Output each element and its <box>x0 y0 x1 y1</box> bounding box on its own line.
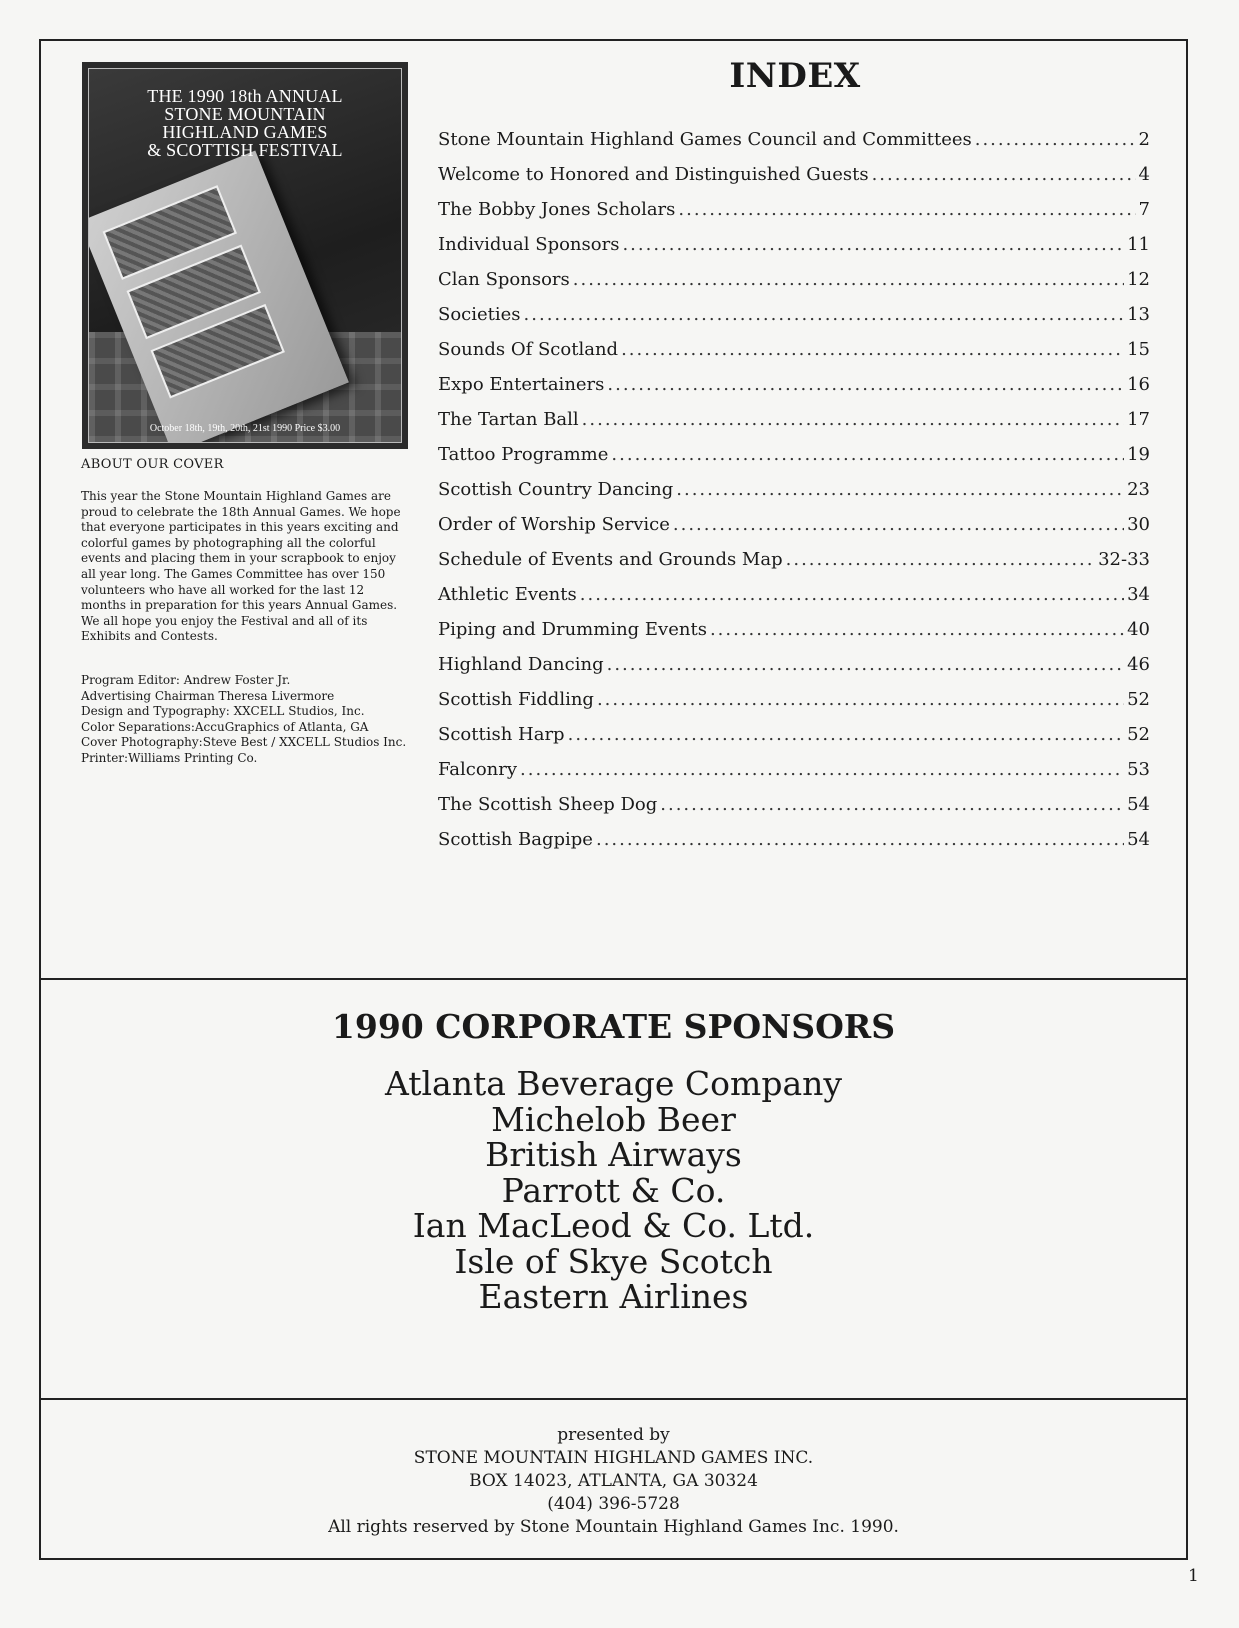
index-entry <box>438 647 1150 682</box>
dot-leader <box>573 262 1124 297</box>
about-line: This year the Stone Mountain Highland Games are <box>81 489 391 503</box>
index-entry-page: 34 <box>1127 584 1150 605</box>
index-entry-page: 15 <box>1127 339 1150 360</box>
credit-line: Design and Typography: XXCELL Studios, Inc. <box>81 704 365 719</box>
index-entry-title: The Scottish Sheep Dog <box>438 794 658 815</box>
index-entry-page: 52 <box>1127 689 1150 710</box>
index-entry <box>438 332 1150 367</box>
sponsor-name: Isle of Skye Scotch <box>454 1241 773 1281</box>
presented-by: presented by <box>557 1425 670 1445</box>
dot-leader <box>611 437 1124 472</box>
index-entry-page: 52 <box>1127 724 1150 745</box>
credit-line: Printer:Williams Printing Co. <box>81 750 258 765</box>
about-line: Exhibits and Contests. <box>81 629 218 644</box>
about-line: months in preparation for this years Annual Games. <box>81 598 398 613</box>
divider-bottom <box>39 1398 1188 1400</box>
credits <box>81 673 411 767</box>
dot-leader <box>597 682 1124 717</box>
dot-leader <box>622 227 1124 262</box>
index-entry-title: Individual Sponsors <box>438 234 620 255</box>
dot-leader <box>786 542 1095 577</box>
index-entry <box>438 787 1150 822</box>
index-entry <box>438 507 1150 542</box>
dot-leader <box>673 507 1124 542</box>
index-entry-page: 13 <box>1127 304 1150 325</box>
index-entry <box>438 437 1150 472</box>
about-line: all year long. The Games Committee has over 150 <box>81 566 386 581</box>
cover-caption: October 18th, 19th, 20th, 21st 1990 Price $3.00 <box>149 423 341 434</box>
index-list <box>438 122 1150 857</box>
dot-leader <box>621 332 1124 367</box>
index-entry-page: 12 <box>1127 269 1150 290</box>
index-entry-title: Athletic Events <box>438 584 577 605</box>
about-line: proud to celebrate the 18th Annual Games. We hope <box>81 504 401 519</box>
index-entry-title: Scottish Country Dancing <box>438 479 674 500</box>
page-number: 1 <box>1188 1566 1199 1586</box>
index-entry <box>438 717 1150 752</box>
index-entry-page: 54 <box>1127 794 1150 815</box>
about-line: colorful games by photographing all the colorful <box>81 535 376 550</box>
dot-leader <box>872 157 1136 192</box>
sponsor-name: Eastern Airlines <box>478 1277 749 1316</box>
dot-leader <box>580 577 1124 612</box>
cover-title: THE 1990 18th ANNUAL STONE MOUNTAIN HIGHLAND GAMES & SCOTTISH FESTIVAL <box>147 86 343 160</box>
sponsors-title: 1990 CORPORATE SPONSORS <box>331 1007 896 1046</box>
sponsor-name: Parrott & Co. <box>501 1170 726 1210</box>
index-entry-page: 16 <box>1127 374 1150 395</box>
index-entry-page: 54 <box>1127 829 1150 850</box>
index-entry <box>438 402 1150 437</box>
rights-notice: All rights reserved by Stone Mountain Highland Games Inc. 1990. <box>328 1517 899 1537</box>
about-line: events and placing them in your scrapbook to enjoy <box>81 551 396 566</box>
index-entry-page: 11 <box>1127 234 1150 255</box>
index-entry <box>438 367 1150 402</box>
dot-leader <box>975 122 1136 157</box>
about-line: We all hope you enjoy the Festival and all of its <box>81 613 368 628</box>
sponsor-name: British Airways <box>485 1135 742 1174</box>
index-entry-page: 40 <box>1127 619 1150 640</box>
index-entry-title: Welcome to Honored and Distinguished Guests <box>438 164 869 185</box>
index-entry <box>438 192 1150 227</box>
dot-leader <box>524 297 1125 332</box>
dot-leader <box>710 612 1124 647</box>
index-entry-page: 32-33 <box>1098 549 1150 570</box>
divider-top <box>39 978 1188 980</box>
index-entry <box>438 822 1150 857</box>
index-entry-title: Expo Entertainers <box>438 374 605 395</box>
credit-line: Cover Photography:Steve Best / XXCELL Studios Inc. <box>81 735 407 750</box>
dot-leader <box>676 472 1124 507</box>
index-entry-title: Schedule of Events and Grounds Map <box>438 549 783 570</box>
index-entry <box>438 577 1150 612</box>
index-entry <box>438 752 1150 787</box>
index-entry-title: Order of Worship Service <box>438 514 670 535</box>
index-entry-title: The Bobby Jones Scholars <box>438 199 676 220</box>
credit-line: Advertising Chairman Theresa Livermore <box>81 688 335 703</box>
org-address: BOX 14023, ATLANTA, GA 30324 <box>469 1471 758 1491</box>
index-entry <box>438 472 1150 507</box>
dot-leader <box>678 192 1135 227</box>
index-entry-page: 4 <box>1138 164 1150 185</box>
dot-leader <box>520 752 1124 787</box>
credit-line: Color Separations:AccuGraphics of Atlanta, GA <box>81 719 369 734</box>
dot-leader <box>607 367 1124 402</box>
index-entry-page: 17 <box>1127 409 1150 430</box>
sponsor-name: Atlanta Beverage Company <box>384 1064 843 1103</box>
sponsor-name: Ian MacLeod & Co. Ltd. <box>412 1206 815 1245</box>
index-entry <box>438 122 1150 157</box>
index-entry-page: 30 <box>1127 514 1150 535</box>
org-name: STONE MOUNTAIN HIGHLAND GAMES INC. <box>413 1448 814 1468</box>
index-entry-title: The Tartan Ball <box>438 409 579 430</box>
dot-leader <box>660 787 1124 822</box>
credit-line: Program Editor: Andrew Foster Jr. <box>81 673 291 687</box>
dot-leader <box>596 822 1124 857</box>
index-entry <box>438 157 1150 192</box>
cover-image <box>82 62 408 449</box>
index-entry-page: 19 <box>1127 444 1150 465</box>
dot-leader <box>582 402 1124 437</box>
index-entry-title: Clan Sponsors <box>438 269 570 290</box>
about-line: volunteers who have all worked for the last 12 <box>81 582 365 597</box>
sponsor-list <box>39 1066 1188 1315</box>
index-entry <box>438 682 1150 717</box>
index-entry-page: 23 <box>1127 479 1150 500</box>
index-entry-title: Societies <box>438 304 521 325</box>
index-entry-title: Scottish Harp <box>438 724 565 745</box>
dot-leader <box>607 647 1124 682</box>
about-heading: ABOUT OUR COVER <box>81 457 224 472</box>
index-entry-title: Piping and Drumming Events <box>438 619 707 640</box>
index-entry <box>438 297 1150 332</box>
index-entry-title: Sounds Of Scotland <box>438 339 619 360</box>
index-entry <box>438 542 1150 577</box>
index-entry-title: Scottish Bagpipe <box>438 829 593 850</box>
index-entry-title: Scottish Fiddling <box>438 689 594 710</box>
footer <box>39 1424 1188 1539</box>
index-entry <box>438 227 1150 262</box>
index-entry-page: 2 <box>1138 129 1150 150</box>
index-entry <box>438 612 1150 647</box>
index-entry-page: 46 <box>1127 654 1150 675</box>
index-entry-page: 53 <box>1127 759 1150 780</box>
index-title: INDEX <box>729 56 861 96</box>
index-entry-page: 7 <box>1138 199 1150 220</box>
index-entry-title: Highland Dancing <box>438 654 604 675</box>
index-entry-title: Tattoo Programme <box>438 444 609 465</box>
index-entry <box>438 262 1150 297</box>
org-phone: (404) 396-5728 <box>547 1494 680 1514</box>
sponsor-name: Michelob Beer <box>491 1099 736 1139</box>
about-line: that everyone participates in this years exciting and <box>81 520 399 535</box>
about-text <box>81 489 401 645</box>
dot-leader <box>568 717 1125 752</box>
index-entry-title: Falconry <box>438 759 518 780</box>
index-entry-title: Stone Mountain Highland Games Council and Committees <box>438 129 972 150</box>
